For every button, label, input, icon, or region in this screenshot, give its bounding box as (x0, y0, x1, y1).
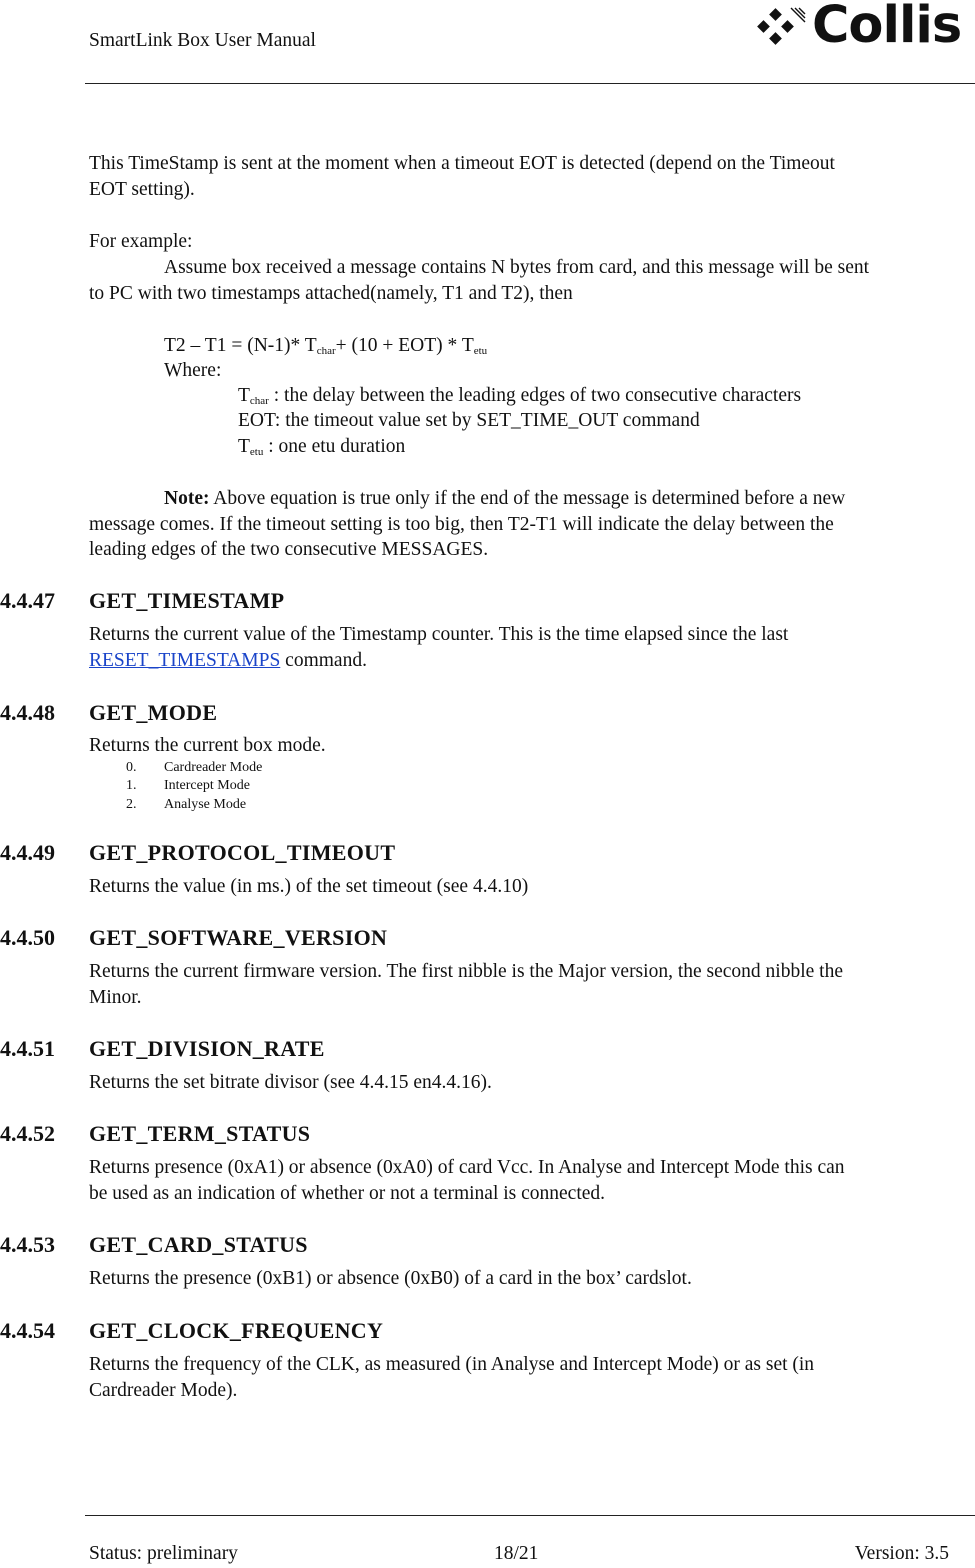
definition-tchar (238, 383, 801, 409)
mode-list-item: Intercept Mode (164, 778, 250, 793)
example-line1: Assume box received a message contains N bytes from card, and this message will be sent (164, 257, 870, 278)
section-title-get-software-version: GET_SOFTWARE_VERSION (89, 925, 388, 950)
section-4-4-47-line2-text: command. (280, 650, 367, 671)
section-4-4-51-line1: Returns the set bitrate divisor (see 4.4.15 en4.4.16). (89, 1072, 492, 1093)
mode-list-num: 0. (126, 760, 137, 775)
section-title-get-division-rate: GET_DIVISION_RATE (89, 1036, 325, 1061)
section-4-4-47-line2 (89, 648, 367, 674)
section-number-4-4-52: 4.4.52 (0, 1121, 55, 1146)
definition-tetu-text: : one etu duration (263, 436, 406, 457)
mode-list-num: 1. (126, 778, 137, 793)
collis-diamond-logo-icon (755, 6, 807, 52)
equation-sub-etu: etu (473, 345, 488, 357)
section-title-get-mode: GET_MODE (89, 700, 218, 725)
section-title-get-clock-frequency: GET_CLOCK_FREQUENCY (89, 1318, 384, 1343)
section-title-get-term-status: GET_TERM_STATUS (89, 1121, 311, 1146)
section-title-get-protocol-timeout: GET_PROTOCOL_TIMEOUT (89, 840, 396, 865)
header-title: SmartLink Box User Manual (89, 30, 316, 51)
definition-eot: EOT: the timeout value set by SET_TIME_OUT command (238, 410, 700, 431)
section-4-4-48-line1: Returns the current box mode. (89, 735, 326, 756)
mode-list-num: 2. (126, 797, 137, 812)
example-line2: to PC with two timestamps attached(namely, T1 and T2), then (89, 283, 573, 304)
footer-page-number: 18/21 (494, 1543, 539, 1564)
header-rule (85, 83, 975, 84)
definition-tchar-sub: char (249, 395, 269, 407)
section-4-4-52-line1: Returns presence (0xA1) or absence (0xA0) of card Vcc. In Analyse and Intercept Mode this can (89, 1157, 845, 1178)
footer-rule (85, 1515, 975, 1516)
section-title-get-timestamp: GET_TIMESTAMP (89, 588, 285, 613)
section-title-get-card-status: GET_CARD_STATUS (89, 1232, 308, 1257)
collis-logo (755, 2, 975, 54)
section-4-4-52-line2: be used as an indication of whether or not a terminal is connected. (89, 1183, 606, 1204)
definition-tchar-symbol: T (238, 385, 250, 406)
section-number-4-4-51: 4.4.51 (0, 1036, 55, 1061)
intro-para1-line2: EOT setting). (89, 179, 195, 200)
equation-part-a: T2 – T1 = (N-1)* T (164, 335, 317, 356)
definition-tetu-symbol: T (238, 436, 250, 457)
note-line3: leading edges of the two consecutive MESSAGES. (89, 539, 489, 560)
mode-list-item: Analyse Mode (164, 797, 247, 812)
definition-tetu-sub: etu (249, 446, 264, 458)
logo-text: Collis (812, 0, 962, 55)
where-label: Where: (164, 360, 222, 381)
section-4-4-50-line2: Minor. (89, 987, 142, 1008)
intro-para1-line1: This TimeStamp is sent at the moment when a timeout EOT is detected (depend on the Timeout (89, 153, 835, 174)
section-4-4-53-line1: Returns the presence (0xB1) or absence (0xB0) of a card in the box’ cardslot. (89, 1268, 692, 1289)
section-4-4-50-line1: Returns the current firmware version. The first nibble is the Major version, the second nibble the (89, 961, 843, 982)
section-number-4-4-53: 4.4.53 (0, 1232, 55, 1257)
note-line1-text: Above equation is true only if the end of the message is determined before a new (209, 488, 846, 509)
example-label: For example: (89, 231, 193, 252)
section-number-4-4-48: 4.4.48 (0, 700, 55, 725)
note-label: Note: (164, 488, 210, 509)
section-4-4-47-line1: Returns the current value of the Timestamp counter. This is the time elapsed since the last (89, 624, 789, 645)
section-4-4-49-line1: Returns the value (in ms.) of the set timeout (see 4.4.10) (89, 876, 529, 897)
footer-version: Version: 3.5 (854, 1543, 949, 1564)
reset-timestamps-link[interactable]: RESET_TIMESTAMPS (89, 650, 281, 671)
section-number-4-4-47: 4.4.47 (0, 588, 55, 613)
mode-list-item: Cardreader Mode (164, 760, 263, 775)
note-line2: message comes. If the timeout setting is too big, then T2-T1 will indicate the delay between the (89, 514, 834, 535)
section-number-4-4-49: 4.4.49 (0, 840, 55, 865)
section-number-4-4-50: 4.4.50 (0, 925, 55, 950)
note-line1 (164, 486, 845, 512)
definition-tchar-text: : the delay between the leading edges of two consecutive characters (268, 385, 802, 406)
equation-part-b: + (10 + EOT) * T (335, 335, 474, 356)
definition-tetu (238, 434, 405, 460)
equation (164, 333, 487, 359)
equation-sub-char: char (316, 345, 336, 357)
section-4-4-54-line1: Returns the frequency of the CLK, as measured (in Analyse and Intercept Mode) or as set (in (89, 1354, 815, 1375)
footer-status: Status: preliminary (89, 1543, 238, 1564)
section-4-4-54-line2: Cardreader Mode). (89, 1380, 238, 1401)
section-number-4-4-54: 4.4.54 (0, 1318, 55, 1343)
